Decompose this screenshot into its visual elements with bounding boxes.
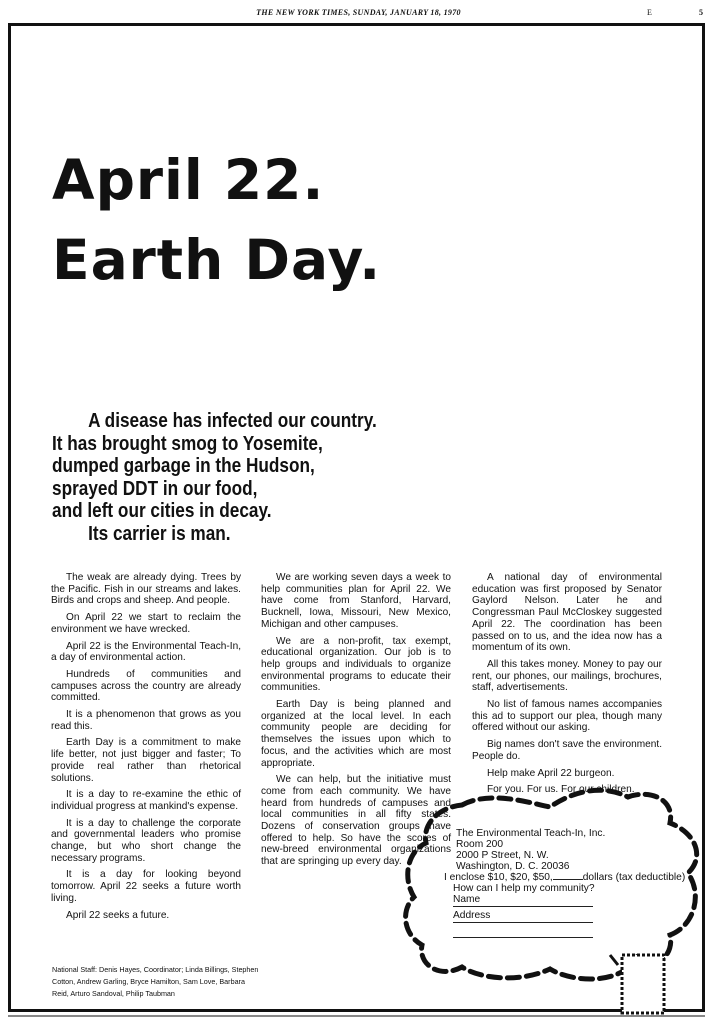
subheadline bbox=[52, 410, 396, 545]
amount-blank[interactable] bbox=[553, 879, 583, 880]
paragraph: Big names don't save the environment. People do. bbox=[472, 739, 662, 762]
coupon-enclose-pre: I enclose $10, $20, $50, bbox=[444, 872, 553, 883]
paragraph: It is a phenomenon that grows as you read this. bbox=[51, 709, 241, 732]
headline bbox=[52, 140, 381, 300]
address-field[interactable] bbox=[453, 910, 593, 923]
paragraph: For you. For us. For our children. bbox=[487, 784, 635, 796]
paragraph: We can help, but the initiative must come from each community. We have heard from hundreds of campuses and local communities in all fifty states. Dozens of conservation groups have offered to help. So have the scores of new-breed environmental organizations that are springing up every day. bbox=[261, 774, 451, 868]
coupon-room: Room 200 bbox=[456, 839, 504, 850]
headline-line-2: Earth Day. bbox=[52, 228, 382, 292]
paragraph: April 22 seeks a future. bbox=[66, 909, 170, 921]
paragraph: Help make April 22 burgeon. bbox=[487, 767, 615, 779]
paragraph: The weak are already dying. Trees by the Pacific. Fish in our streams and lakes. Birds and crops and sheep. And people. bbox=[51, 572, 241, 607]
national-staff-credits: National Staff: Denis Hayes, Coordinator; Linda Billings, Stephen Cotton, Andrew Garling, Bryce Hamilton, Sam Love, Barbara Reid, Arturo Sandoval, Philip Taubman bbox=[52, 965, 259, 998]
masthead bbox=[0, 8, 717, 22]
paragraph: Earth Day is a commitment to make life better, not just bigger and faster; To provide real rather than rhetorical solutions. bbox=[51, 737, 241, 784]
bottom-rule bbox=[0, 1015, 717, 1024]
paragraph: Earth Day is being planned and organized at the local level. In each community people are deciding for themselves the issues upon which to focus, and the activities which are most appropriate. bbox=[261, 699, 451, 769]
newspaper-title: THE NEW YORK TIMES, SUNDAY, JANUARY 18, 1970 bbox=[256, 8, 461, 17]
paragraph: Hundreds of communities and campuses across the country are already committed. bbox=[51, 668, 241, 704]
address-line-2[interactable] bbox=[453, 926, 593, 938]
donation-coupon bbox=[444, 828, 716, 941]
subhead-line: Its carrier is man. bbox=[88, 522, 231, 545]
paragraph: We are working seven days a week to help communities plan for April 22. We have come from Stanford, Harvard, Bucknell, Iowa, Missouri, New Mexico, Michigan and other campuses. bbox=[261, 572, 451, 630]
coupon-org: The Environmental Teach-In, Inc. bbox=[456, 828, 606, 839]
subhead-line: It has brought smog to Yosemite, bbox=[52, 432, 323, 455]
coupon-street: 2000 P Street, N. W. bbox=[456, 850, 549, 861]
coupon-city: Washington, D. C. 20036 bbox=[456, 861, 570, 872]
paragraph: It is a day to re-examine the ethic of individual progress at mankind's expense. bbox=[51, 789, 241, 812]
coupon-enclose-post: dollars (tax deductible) bbox=[582, 872, 686, 883]
name-label: Name bbox=[453, 894, 481, 905]
paragraph: On April 22 we start to reclaim the environment we have wrecked. bbox=[51, 612, 241, 635]
body-column-1 bbox=[51, 572, 241, 926]
paragraph: We are a non-profit, tax exempt, educational organization. Our job is to help groups and individuals to organize environmental programs to educate their communities. bbox=[261, 635, 451, 694]
paragraph: All this takes money. Money to pay our rent, our phones, our mailings, brochures, staff, advertisements. bbox=[472, 658, 662, 694]
paragraph: A national day of environmental education was first proposed by Senator Gaylord Nelson. Later he and Congressman Paul McCloskey suggested April 22. The coordination has been passed on to us, and the idea now has a momentum of its own. bbox=[472, 572, 662, 654]
paragraph: It is a day to challenge the corporate and governmental leaders who promise change, but who short change the necessary programs. bbox=[51, 817, 241, 864]
paragraph: It is a day for looking beyond tomorrow. April 22 seeks a future worth living. bbox=[51, 869, 241, 904]
subhead-line: A disease has infected our country. bbox=[88, 410, 377, 432]
coupon-question: How can I help my community? bbox=[453, 883, 595, 894]
paragraph: No list of famous names accompanies this ad to support our plea, though many offered without our asking. bbox=[472, 699, 662, 734]
subhead-line: dumped garbage in the Hudson, bbox=[52, 455, 315, 477]
paragraph: April 22 is the Environmental Teach-In, a day of environmental action. bbox=[51, 640, 241, 664]
body-column-3 bbox=[472, 572, 662, 801]
subhead-line: and left our cities in decay. bbox=[52, 500, 272, 522]
coupon-enclose-line bbox=[444, 872, 716, 883]
name-field[interactable] bbox=[453, 894, 593, 907]
headline-line-1: April 22. bbox=[52, 148, 325, 212]
smokestack bbox=[622, 955, 664, 1013]
address-label: Address bbox=[453, 910, 491, 921]
section-letter: E bbox=[647, 8, 652, 17]
page-number: 5 bbox=[699, 8, 703, 17]
subhead-line: sprayed DDT in our food, bbox=[52, 477, 258, 500]
